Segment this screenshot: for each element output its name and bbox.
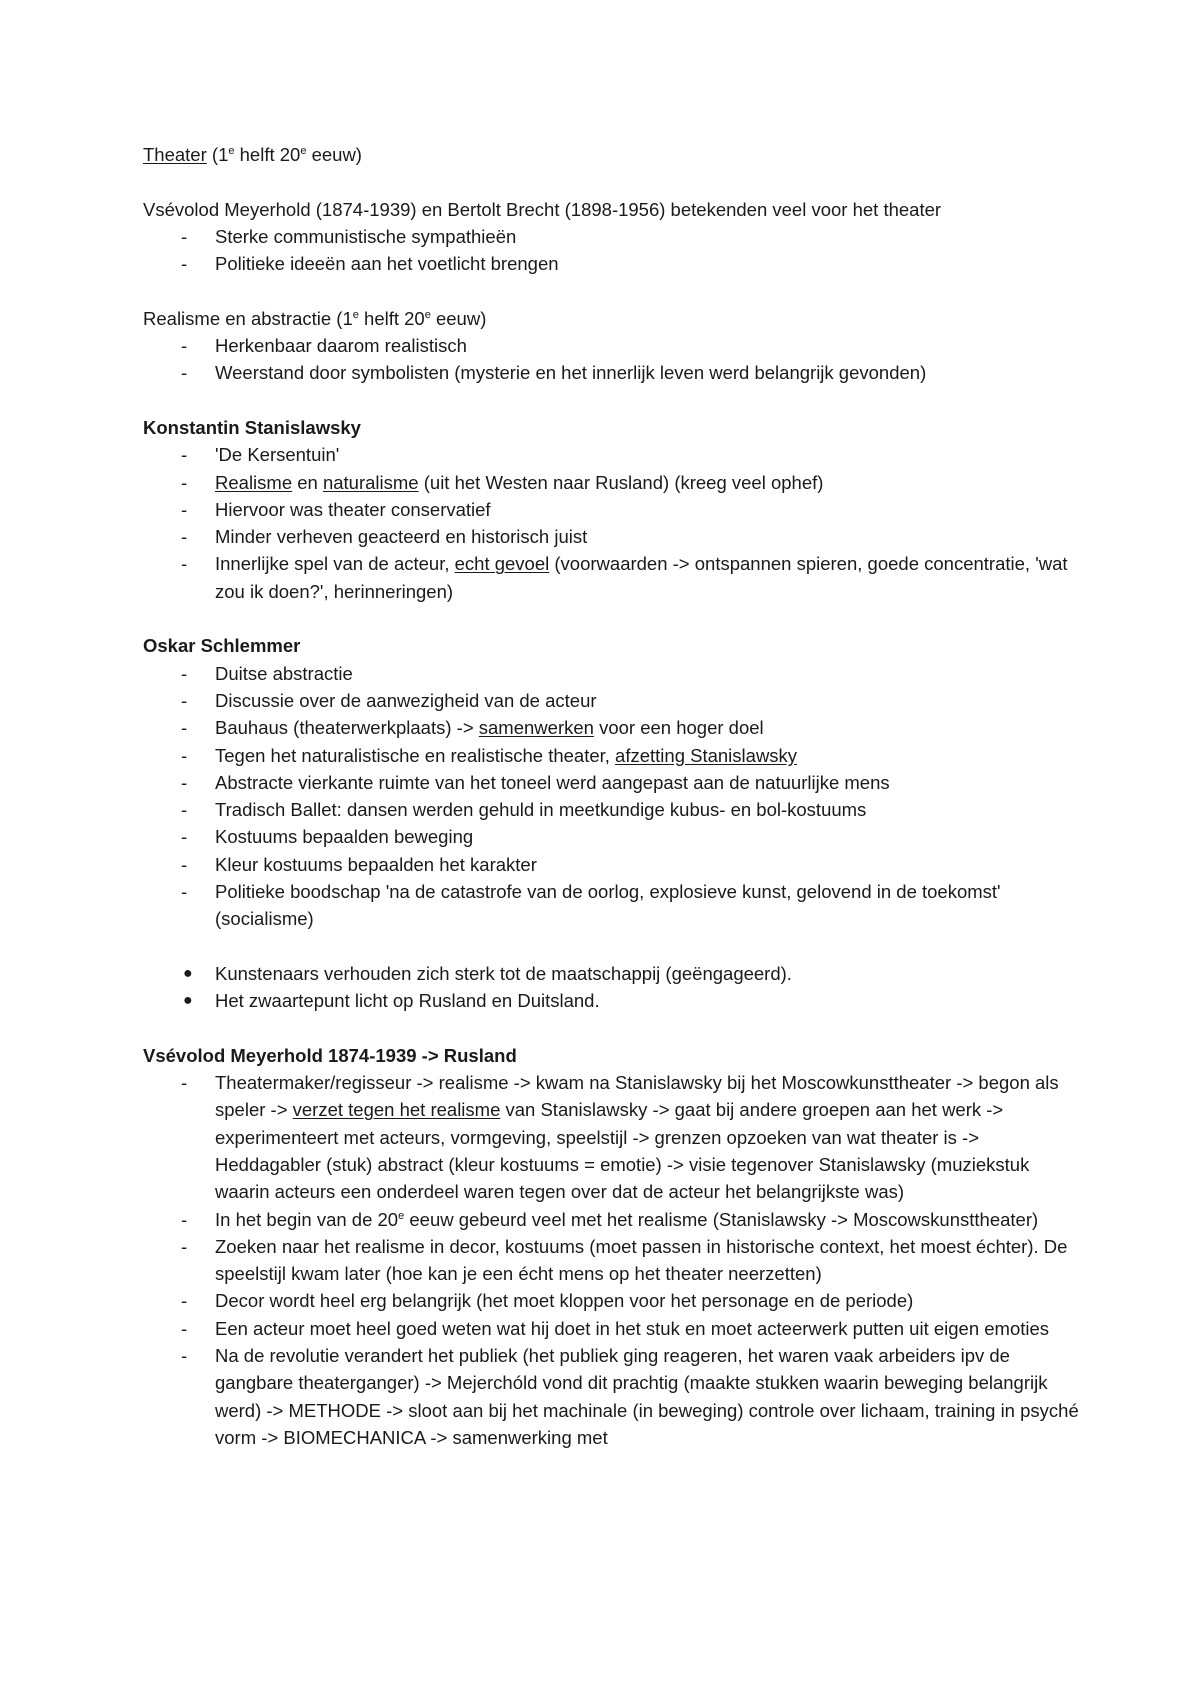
realisme-sup2: e [424,308,431,321]
list-item [143,769,1080,796]
list-item-text: Politieke ideeën aan het voetlicht brengen [215,253,559,275]
list-item-text: (uit het Westen naar Rusland) (kreeg veel ophef) [423,471,824,493]
list-item-text: Innerlijke spel van de acteur, [215,553,450,575]
list-item-text: Decor wordt heel erg belangrijk (het moet kloppen voor het personage en de periode) [215,1290,914,1312]
list-item [143,851,1080,878]
stanislawsky-list [143,441,1080,605]
title-open: (1 [211,144,229,165]
list-item-text: Politieke boodschap 'na de catastrofe van de oorlog, explosieve kunst, gelovend in de toekomst' (socialisme) [215,881,1001,930]
dash-marker: - [181,362,188,384]
list-item-text: Bauhaus (theaterwerkplaats) -> [215,717,474,739]
list-item [143,523,1080,550]
realisme-mid: helft 20 [364,307,425,329]
list-item-text: Weerstand door symbolisten (mysterie en het innerlijk leven werd belangrijk gevonden) [215,362,927,384]
underlined-term: verzet tegen het realisme [292,1099,501,1121]
dash-marker: - [181,717,188,739]
dash-marker: - [181,1235,188,1257]
list-item-text: Tegen het naturalistische en realistische theater, [215,744,610,766]
underlined-term: Realisme [215,471,293,493]
list-item [143,823,1080,850]
spacer [143,277,1080,304]
list-item [143,742,1080,769]
list-item-text: 'De Kersentuin' [215,444,340,466]
intro-paragraph: Vsévolod Meyerhold (1874-1939) en Bertolt Brecht (1898-1956) betekenden veel voor het theater [143,198,942,220]
dash-marker: - [181,826,188,848]
dash-marker: - [181,1290,188,1312]
list-item [143,987,1080,1014]
list-item-text: Theatermaker/regisseur -> realisme -> kwam na Stanislawsky bij het Moscowkunsttheater -> begon als speler -> [215,1072,1059,1121]
list-item [143,1206,1080,1233]
dash-marker: - [181,444,188,466]
list-item [143,496,1080,523]
list-item [143,660,1080,687]
meyerhold-list [143,1069,1080,1451]
underlined-term: afzetting Stanislawsky [615,744,798,766]
list-item-text: Zoeken naar het realisme in decor, kostuums (moet passen in historische context, het moest échter). De speelstijl kwam later (hoe kan je een écht mens op het theater neerzetten) [215,1235,1068,1285]
list-item-text: Discussie over de aanwezigheid van de acteur [215,689,597,711]
bullet-marker: ● [183,992,193,1010]
list-item [143,441,1080,468]
dash-marker: - [181,662,188,684]
title-sup2: e [300,145,307,157]
list-item [143,960,1080,987]
dash-marker: - [181,526,188,548]
spacer [143,168,1080,195]
list-item-text: In het begin van de 20 [215,1208,399,1230]
list-item [143,1069,1080,1205]
dash-marker: - [181,1317,188,1339]
realisme-close: eeuw) [435,307,487,329]
list-item [143,550,1080,605]
list-item-text: (voorwaarden -> ontspannen spieren, goede concentratie, 'wat zou ik doen?', herinneringen) [215,553,1068,602]
list-item-text: eeuw gebeurd veel met het realisme (Stanislawsky -> Moscowskunsttheater) [409,1208,1039,1230]
section-heading-schlemmer: Oskar Schlemmer [143,635,301,657]
list-item [143,1315,1080,1342]
list-item-text: Na de revolutie verandert het publiek (het publiek ging reageren, het waren vaak arbeiders ipv de gangbare theaterganger) -> Mejerchóld vond dit prachtig (maakte stukken waarin beweging belangrijk werd) -> METHODE -> sloot aan bij het machinale (in beweging) controle over lichaam, training in psyché vorm -> BIOMECHANICA -> samenwerking met [215,1345,1079,1448]
list-item-text: Sterke communistische sympathieën [215,225,517,247]
list-item [143,1342,1080,1451]
dash-marker: - [181,853,188,875]
dash-marker: - [181,744,188,766]
title-underlined: Theater [143,144,207,165]
list-item-text: en [297,471,318,493]
list-item-text: voor een hoger doel [599,717,764,739]
dash-marker: - [181,471,188,493]
list-item [143,687,1080,714]
summary-bullets [143,960,1080,1015]
section-heading-meyerhold: Vsévolod Meyerhold 1874-1939 -> Rusland [143,1044,517,1066]
realisme-open: Realisme en abstractie (1 [143,307,353,329]
intro-list [143,223,1080,278]
section-heading-stanislawsky: Konstantin Stanislawsky [143,416,361,438]
list-item [143,796,1080,823]
list-item-text: Kunstenaars verhouden zich sterk tot de maatschappij (geëngageerd). [215,962,792,984]
list-item-text: Duitse abstractie [215,662,353,684]
dash-marker: - [181,771,188,793]
list-item-text: Kostuums bepaalden beweging [215,826,474,848]
realisme-list [143,332,1080,387]
dash-marker: - [181,335,188,357]
list-item-text: Kleur kostuums bepaalden het karakter [215,853,537,875]
bullet-marker: ● [183,964,193,982]
title-mid: helft 20 [239,144,301,165]
list-item [143,714,1080,741]
realisme-sup1: e [352,308,359,321]
list-item [143,469,1080,496]
list-item [143,332,1080,359]
spacer [143,1015,1080,1042]
schlemmer-list [143,660,1080,933]
underlined-term: naturalisme [322,471,419,493]
dash-marker: - [181,553,188,575]
list-item [143,359,1080,386]
dash-marker: - [181,881,188,903]
realisme-heading [143,305,1080,332]
dash-marker: - [181,1208,188,1230]
spacer [143,933,1080,960]
list-item [143,250,1080,277]
document-title [143,141,1080,168]
list-item-text: Hiervoor was theater conservatief [215,498,491,520]
list-item-text: Abstracte vierkante ruimte van het toneel werd aangepast aan de natuurlijke mens [215,771,890,793]
list-item [143,1287,1080,1314]
list-item-text: Het zwaartepunt licht op Rusland en Duitsland. [215,990,600,1012]
list-item-text: Herkenbaar daarom realistisch [215,335,467,357]
list-item [143,878,1080,933]
list-item-text: Minder verheven geacteerd en historisch juist [215,526,588,548]
list-item-text: Een acteur moet heel goed weten wat hij doet in het stuk en moet acteerwerk putten uit eigen emoties [215,1317,1050,1339]
dash-marker: - [181,1072,188,1094]
dash-marker: - [181,689,188,711]
underlined-term: echt gevoel [454,553,550,575]
list-item-text: van Stanislawsky -> gaat bij andere groepen aan het werk -> experimenteert met acteurs, vormgeving, speelstijl -> grenzen opzoeken van wat theater is -> Heddagabler (stuk) abstract (kleur kostuums = emotie) -> visie tegenover Stanislawsky (muziekstuk waarin acteurs een onderdeel waren tegen over dat de acteur het belangrijkste was) [215,1099,1030,1203]
spacer [143,387,1080,414]
list-item-text: Tradisch Ballet: dansen werden gehuld in meetkundige kubus- en bol-kostuums [215,799,867,821]
dash-marker: - [181,498,188,520]
list-item [143,1233,1080,1288]
underlined-term: samenwerken [478,717,594,739]
superscript: e [398,1209,405,1222]
spacer [143,605,1080,632]
title-sup1: e [228,145,235,157]
dash-marker: - [181,225,188,247]
list-item [143,223,1080,250]
dash-marker: - [181,1345,188,1367]
dash-marker: - [181,253,188,275]
dash-marker: - [181,799,188,821]
title-close: eeuw) [311,144,362,165]
